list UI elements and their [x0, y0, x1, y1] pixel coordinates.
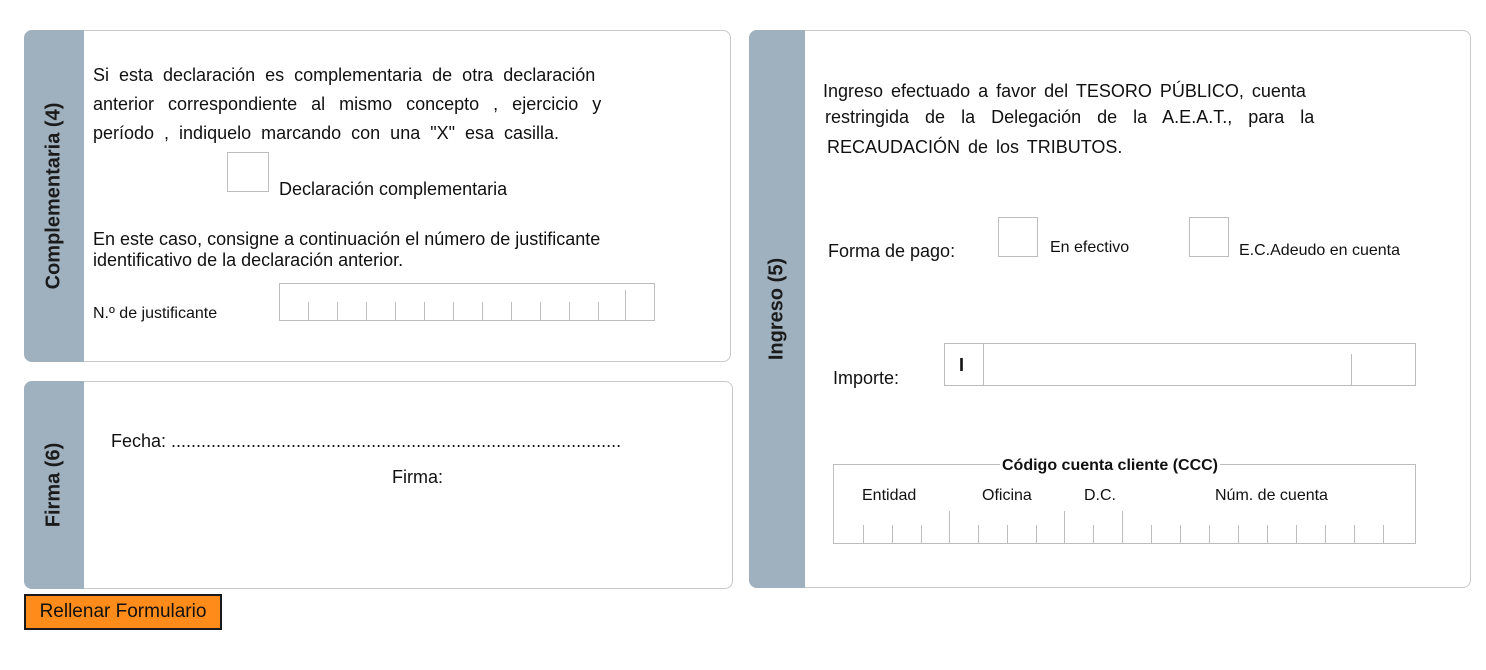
firma-side-label: Firma (6): [42, 442, 65, 528]
justificante-input[interactable]: [279, 283, 655, 321]
ccc-oficina-label: Oficina: [982, 487, 1032, 504]
ccc-box: [833, 457, 1416, 544]
complementaria-side-label: Complementaria (4): [42, 102, 65, 290]
firma-label: Firma:: [392, 467, 443, 487]
adeudo-checkbox[interactable]: [1189, 217, 1229, 257]
adeudo-label: E.C.Adeudo en cuenta: [1239, 242, 1401, 259]
complementaria-side-bar: [24, 30, 84, 362]
complementaria-text-line1: Si esta declaración es complementaria de otra declaración: [93, 65, 596, 85]
efectivo-label: En efectivo: [1050, 239, 1130, 256]
ccc-entidad-label: Entidad: [862, 487, 917, 504]
importe-prefix: I: [959, 355, 965, 375]
forma-pago-label: Forma de pago:: [828, 241, 956, 261]
efectivo-checkbox[interactable]: [998, 217, 1038, 257]
ccc-dc-label: D.C.: [1084, 487, 1116, 504]
complementaria-checkbox-label: Declaración complementaria: [279, 179, 508, 199]
importe-input[interactable]: [944, 343, 1416, 386]
ingreso-text-line2: restringida de la Delegación de la A.E.A.T., para la: [825, 107, 1315, 127]
firma-side-bar: [24, 381, 84, 589]
complementaria-note-line2: identificativo de la declaración anterior.: [93, 250, 404, 270]
importe-decimal-divider: [1351, 354, 1352, 385]
ccc-ticks[interactable]: [834, 465, 1415, 543]
rellenar-formulario-button[interactable]: Rellenar Formulario: [24, 594, 222, 630]
ingreso-text-line1: Ingreso efectuado a favor del TESORO PÚBLICO, cuenta: [823, 81, 1306, 101]
complementaria-panel: [24, 30, 731, 362]
importe-divider: [983, 344, 984, 385]
justificante-label: N.º de justificante: [93, 305, 218, 322]
ingreso-side-label: Ingreso (5): [765, 257, 788, 361]
ingreso-text-line3: RECAUDACIÓN de los TRIBUTOS.: [827, 137, 1123, 157]
complementaria-text-line3: período , indiquelo marcando con una "X" esa casilla.: [93, 123, 560, 143]
ccc-cuenta-label: Núm. de cuenta: [1215, 487, 1328, 504]
ingreso-side-bar: [749, 30, 805, 588]
firma-panel: [24, 381, 733, 589]
ccc-title: Código cuenta cliente (CCC): [1002, 457, 1219, 474]
complementaria-text-line2: anterior correspondiente al mismo concepto , ejercicio y: [93, 94, 602, 114]
justificante-ticks: [280, 284, 654, 320]
fecha-field[interactable]: Fecha: ..........................................................................................: [111, 431, 622, 451]
importe-label: Importe:: [833, 368, 900, 388]
complementaria-note-line1: En este caso, consigne a continuación el número de justificante: [93, 229, 601, 249]
complementaria-checkbox[interactable]: [227, 152, 269, 192]
ingreso-panel: [749, 30, 1471, 588]
